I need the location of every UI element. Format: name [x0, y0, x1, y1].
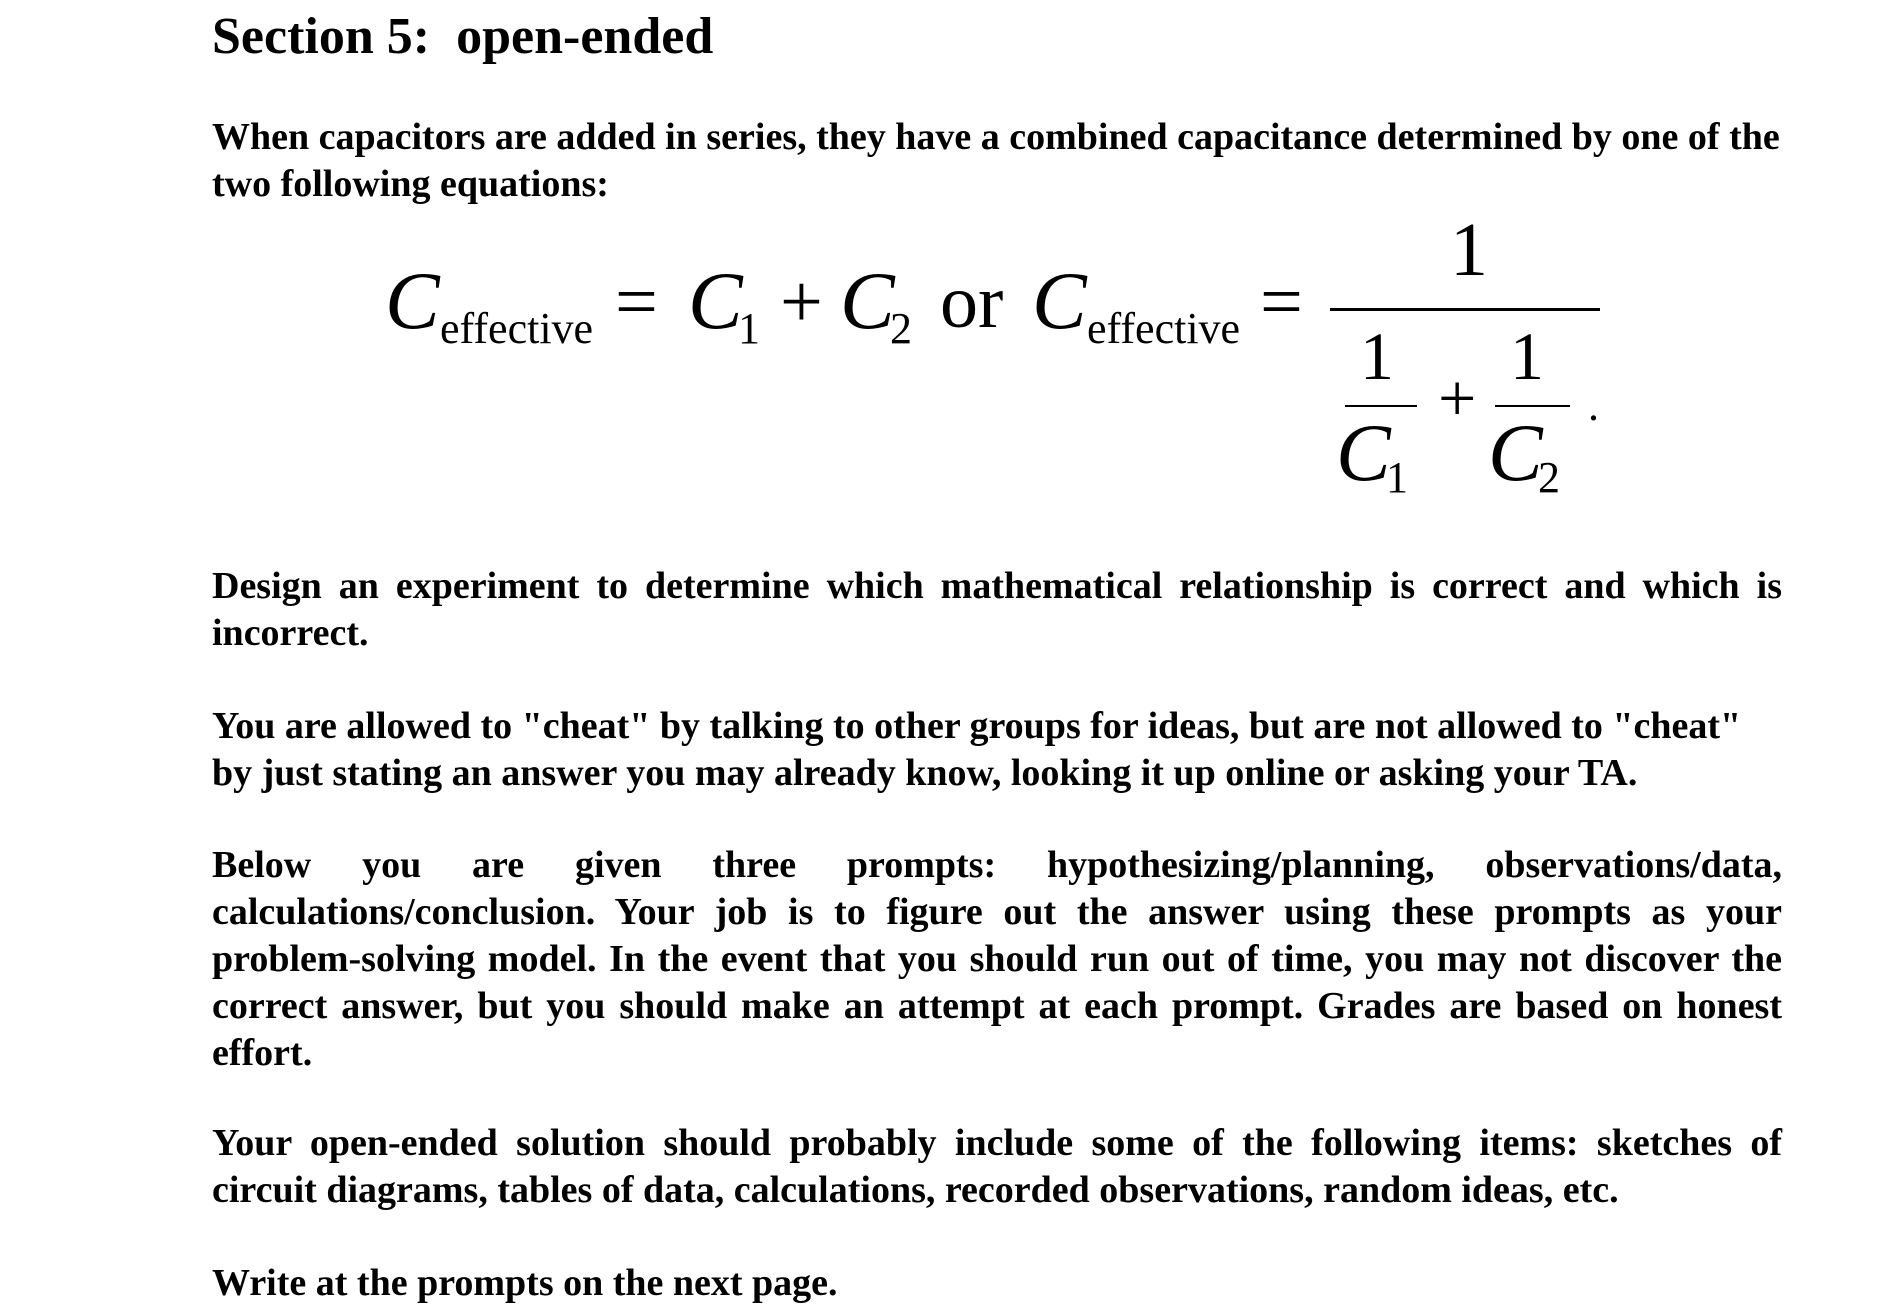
- eq1-c1-symbol: C: [688, 255, 743, 346]
- eq1-equals-sign: =: [615, 260, 658, 344]
- eq2-main-numerator: 1: [1450, 208, 1488, 292]
- eq1-c-effective-symbol: C: [385, 255, 440, 346]
- eq2-effective-subscript: effective: [1087, 304, 1241, 353]
- eq1-c2-subscript: 2: [890, 304, 912, 353]
- capacitance-equations: [370, 208, 1650, 522]
- eq1-plus-sign: +: [780, 260, 823, 344]
- or-connector: or: [940, 260, 1004, 344]
- eq2-equals-sign: =: [1260, 260, 1303, 344]
- eq1-effective-subscript: effective: [440, 304, 594, 353]
- eq2-numerator-one-right: 1: [1510, 318, 1544, 394]
- eq2-denominator-plus: +: [1438, 360, 1477, 436]
- eq2-denominator-c1-symbol: C: [1336, 407, 1391, 498]
- eq2-denominator-c2-subscript: 2: [1538, 453, 1560, 502]
- eq1-c1-subscript: 1: [738, 304, 760, 353]
- eq2-denominator-c2-symbol: C: [1488, 407, 1543, 498]
- design-prompt-paragraph: Design an experiment to determine which mathematical relationship is correct and which is incorrect.: [212, 565, 1782, 654]
- eq2-numerator-one-left: 1: [1360, 318, 1394, 394]
- eq2-c-effective-symbol: C: [1032, 255, 1087, 346]
- section-heading: Section 5: open-ended: [212, 8, 714, 65]
- closing-instruction: Write at the prompts on the next page.: [212, 1262, 838, 1304]
- prompts-info-paragraph: Below you are given three prompts: hypothesizing/planning, observations/data, calculations/conclusion. Your job is to figure out the answer using these prompts as your problem-solving model. In the event that you should run out of time, you may not discover the correct answer, but you should make an attempt at each prompt. Grades are based on honest effort.: [212, 844, 1782, 1074]
- eq1-c2-symbol: C: [840, 255, 895, 346]
- solution-items-paragraph: Your open-ended solution should probably include some of the following items: sketches of circuit diagrams, tables of data, calculations, recorded observations, random ideas, etc.: [212, 1122, 1782, 1211]
- eq2-main-fraction-bar: [1330, 308, 1600, 311]
- eq2-period: .: [1588, 381, 1599, 430]
- eq2-denominator-c1-subscript: 1: [1386, 453, 1408, 502]
- cheat-rules-paragraph: You are allowed to "cheat" by talking to other groups for ideas, but are not allowed to "cheat" by just stating an answer you may already know, looking it up online or asking your TA.: [212, 705, 1742, 794]
- intro-paragraph: When capacitors are added in series, they have a combined capacitance determined by one of the two following equations:: [212, 116, 1780, 205]
